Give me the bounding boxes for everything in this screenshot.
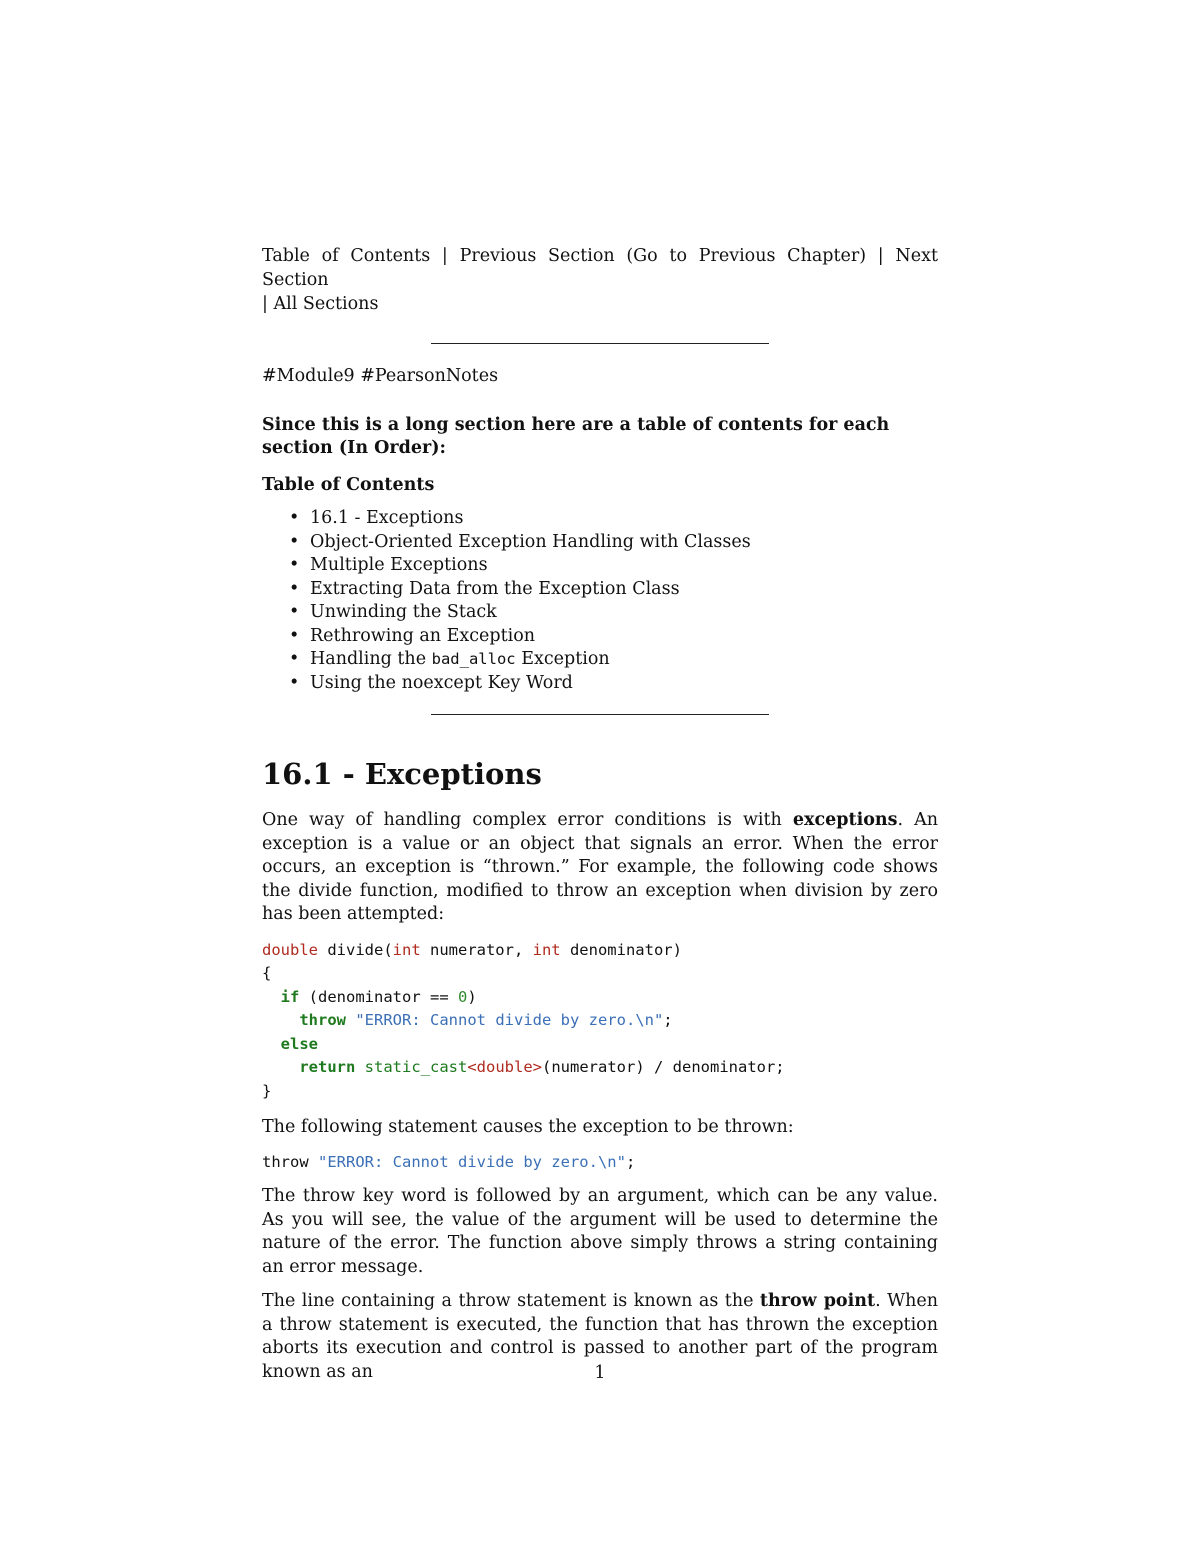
- paragraph-text: . An exception is a value or an object that signals an error. When the error occurs, an exception is “thrown.” For example, the following code shows the divide function, modified to throw an exception when division by zero has been attempted:: [262, 810, 938, 924]
- toc-item: [310, 531, 938, 555]
- paragraph: The following statement causes the exception to be thrown:: [262, 1117, 794, 1137]
- code-text: divide(: [318, 940, 393, 959]
- toc-link-code: bad_alloc: [431, 650, 516, 668]
- section-heading: 16.1 - Exceptions: [262, 757, 542, 791]
- code-text: [346, 1011, 355, 1029]
- page-content: [262, 244, 938, 1384]
- toc-link-rethrowing[interactable]: Rethrowing an Exception: [310, 625, 536, 646]
- bold-term: throw point: [759, 1291, 876, 1311]
- code-operator: >: [532, 1058, 543, 1076]
- paragraph: The throw key word is followed by an argument, which can be any value. As you will see, the value of the argument will be used to determine the nature of the error. The function above simply throws a string containing an error message.: [262, 1186, 938, 1277]
- toc-link-exceptions[interactable]: 16.1 - Exceptions: [310, 508, 464, 528]
- horizontal-rule: [431, 714, 769, 715]
- toc-link-text: Handling the: [310, 649, 432, 669]
- toc-list: [262, 507, 938, 695]
- toc-link-multiple-exceptions[interactable]: Multiple Exceptions: [310, 555, 488, 575]
- code-keyword: double: [476, 1058, 533, 1076]
- intro-text: Since this is a long section here are a table of contents for each section (In Order):: [262, 415, 890, 458]
- nav-next-section-link[interactable]: Next Section: [262, 246, 938, 290]
- code-indent: [262, 1011, 299, 1029]
- code-block: [262, 939, 938, 1104]
- toc-item: [310, 672, 938, 696]
- code-text: denominator): [560, 940, 682, 959]
- code-text: ): [467, 987, 477, 1006]
- code-block: [262, 1151, 938, 1175]
- code-keyword: int: [532, 940, 561, 959]
- toc-link-noexcept[interactable]: Using the noexcept Key Word: [310, 672, 573, 693]
- code-text: [355, 1058, 364, 1076]
- toc-link-unwinding-stack[interactable]: Unwinding the Stack: [310, 602, 497, 622]
- code-number: 0: [457, 987, 468, 1006]
- code-function: static_cast: [364, 1058, 468, 1076]
- code-text: numerator,: [420, 940, 533, 959]
- toc-item: [310, 554, 938, 578]
- code-text: (numerator) / denominator;: [542, 1058, 785, 1076]
- code-keyword: return: [299, 1058, 356, 1076]
- toc-link-extracting-data[interactable]: Extracting Data from the Exception Class: [310, 578, 680, 599]
- code-text: [309, 1153, 318, 1171]
- toc-link-bad-alloc[interactable]: [310, 649, 610, 669]
- code-indent: [262, 988, 281, 1006]
- toc-title: Table of Contents: [262, 475, 435, 495]
- nav-separator: |: [262, 294, 274, 314]
- horizontal-rule: [431, 343, 769, 344]
- code-string: "ERROR: Cannot divide by zero.\n": [355, 1011, 664, 1029]
- code-indent: [262, 1058, 299, 1076]
- toc-item: [310, 648, 938, 672]
- nav-previous-section-link[interactable]: Previous Section: [459, 246, 615, 266]
- paragraph: [262, 809, 938, 927]
- code-text: ;: [663, 1011, 673, 1029]
- code-keyword: int: [392, 940, 421, 959]
- code-string: "ERROR: Cannot divide by zero.\n": [318, 1152, 626, 1171]
- toc-item: [310, 601, 938, 625]
- paragraph-text: . When a throw statement is executed, the function that has thrown the exception aborts its execution and control is passed to another part of the program known as an: [262, 1291, 938, 1382]
- code-text: ;: [625, 1152, 636, 1171]
- code-indent: [262, 1035, 281, 1053]
- code-text: (denominator ==: [299, 987, 458, 1006]
- tags-line: #Module9 #PearsonNotes: [262, 366, 499, 386]
- bold-term: exceptions: [792, 810, 898, 830]
- page-number: 1: [594, 1363, 606, 1383]
- nav-separator: |: [430, 246, 460, 266]
- toc-item: [310, 625, 938, 649]
- code-text: }: [262, 1081, 272, 1100]
- code-operator: <: [467, 1058, 477, 1076]
- paragraph-text: The line containing a throw statement is known as the: [262, 1291, 760, 1311]
- toc-link-text: Exception: [515, 649, 610, 669]
- code-keyword: double: [262, 940, 318, 959]
- toc-link-oo-exception-handling[interactable]: Object-Oriented Exception Handling with Classes: [310, 531, 751, 552]
- nav-all-sections-link[interactable]: All Sections: [273, 294, 379, 314]
- paragraph-text: One way of handling complex error conditions is with: [262, 810, 793, 830]
- nav-separator: |: [866, 246, 896, 266]
- toc-item: [310, 578, 938, 602]
- navigation-links: [262, 244, 938, 316]
- code-keyword: else: [280, 1034, 318, 1053]
- code-text: {: [262, 964, 272, 982]
- nav-table-of-contents-link[interactable]: Table of Contents: [262, 246, 431, 266]
- code-keyword: if: [280, 987, 300, 1006]
- nav-previous-chapter-link[interactable]: (Go to Previous Chapter): [626, 246, 867, 266]
- toc-item: [310, 507, 938, 531]
- code-keyword: throw: [299, 1011, 346, 1029]
- code-keyword: throw: [262, 1152, 309, 1171]
